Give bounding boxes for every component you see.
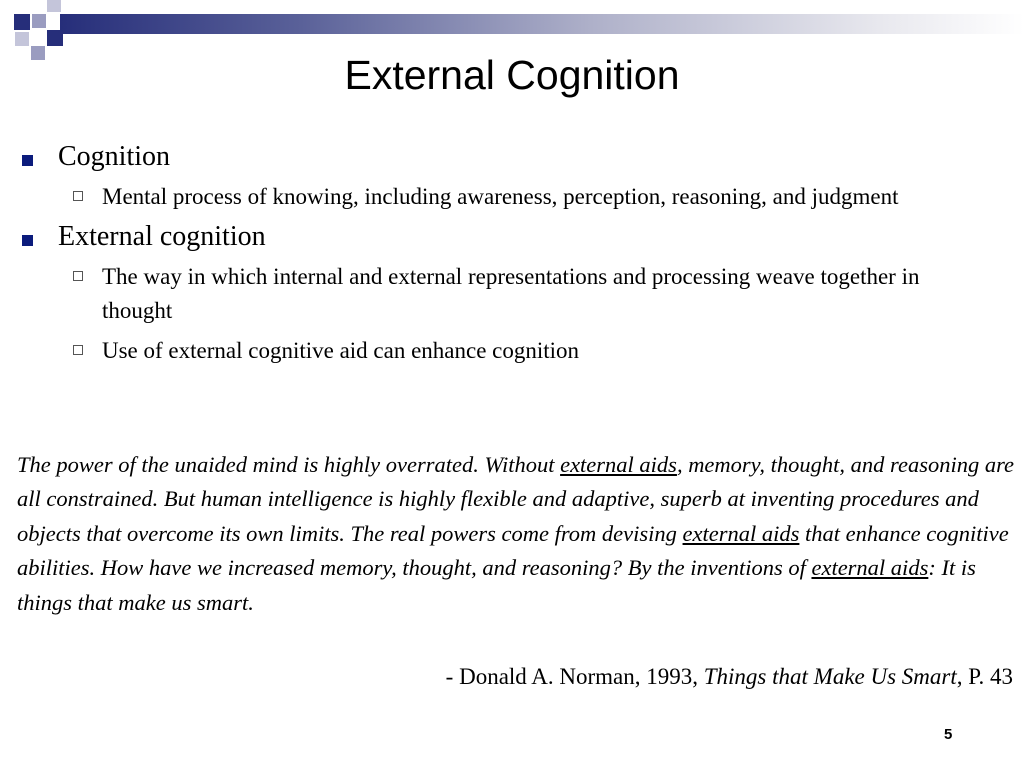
header-square-light-4 [47,0,61,12]
quote-text: , memory, thought, and reasoning are all constrained. But human intelligence is highly flexible and adaptive, superb at inventing procedures and objects that overcome its own limits. The real powers come from devising [17,452,1014,546]
header-square-light-2 [15,32,29,46]
header-gradient-bar [60,14,1024,34]
quote-underlined-phrase: external aids [560,452,677,477]
square-bullet-icon [22,235,33,246]
square-bullet-icon [22,155,33,166]
sub-bullet-text: Mental process of knowing, including awareness, perception, reasoning, and judgment [102,184,899,209]
attribution-book-title: Things that Make Us Smart [703,664,957,689]
sub-bullet-text: The way in which internal and external representations and processing weave together in thought [102,264,920,323]
quote-underlined-phrase: external aids [682,520,800,546]
quote-text: : It is things that make us smart. [17,555,976,615]
header-square-dark-2 [47,30,63,46]
hollow-square-bullet-icon [73,345,83,355]
quote-attribution [446,662,1013,692]
sub-bullet-item [0,180,1024,214]
quote-underlined-phrase: external aids [811,555,929,581]
page-number: 5 [944,726,953,743]
quote-block [17,448,1017,620]
sub-bullet-text: Use of external cognitive aid can enhance cognition [102,338,580,363]
sub-bullet-item [0,260,1024,328]
attribution-author: - Donald A. Norman, 1993, [445,664,704,689]
hollow-square-bullet-icon [73,191,83,201]
slide-title: External Cognition [344,52,680,98]
bullet-list [0,140,1024,374]
header-square-dark-1 [14,14,30,30]
bullet-text: External cognition [58,221,266,252]
quote-text: The power of the unaided mind is highly overrated. Without [17,452,561,477]
hollow-square-bullet-icon [73,271,83,281]
attribution-page: , P. 43 [956,664,1013,689]
header-square-light-1 [32,14,46,28]
bullet-item-cognition [0,140,1024,174]
bullet-text: Cognition [58,141,171,172]
sub-bullet-item [0,334,1024,368]
quote-text: that enhance cognitive abilities. How have we increased memory, thought, and reasoning? By the inventions of [17,520,1009,581]
bullet-item-external-cognition [0,220,1024,254]
